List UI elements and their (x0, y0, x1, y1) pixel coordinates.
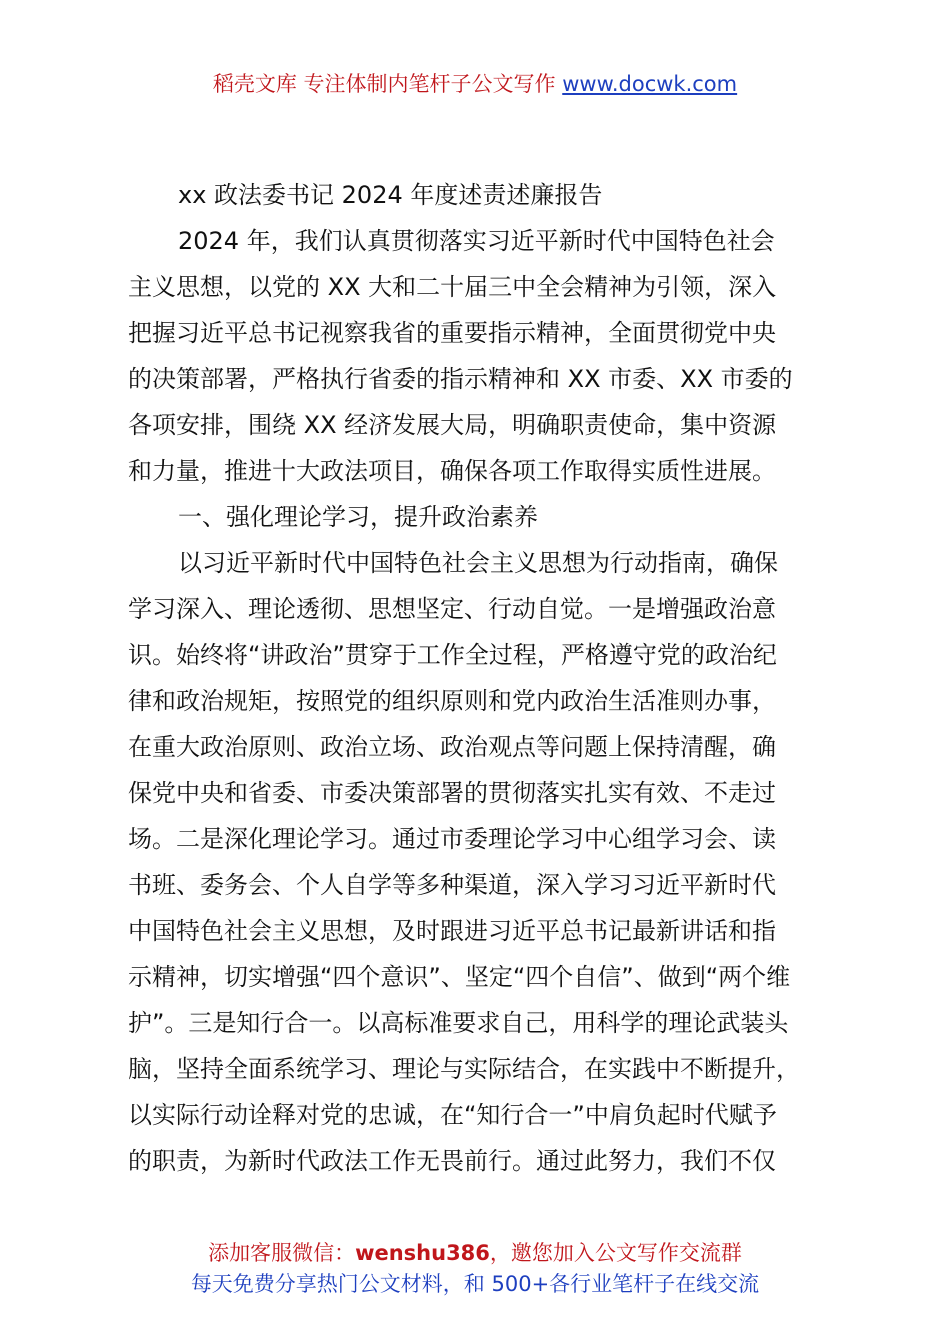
paragraph-line: 和力量，推进十大政法项目，确保各项工作取得实质性进展。 (128, 457, 776, 485)
paragraph-line: 2024 年，我们认真贯彻落实习近平新时代中国特色社会 (178, 227, 775, 255)
paragraph-line: 在重大政治原则、政治立场、政治观点等问题上保持清醒，确 (128, 733, 776, 761)
paragraph-line: 学习深入、理论透彻、思想坚定、行动自觉。一是增强政治意 (128, 595, 776, 623)
watermark-header (0, 68, 950, 100)
paragraph-line: 的决策部署，严格执行省委的指示精神和 XX 市委、XX 市委的 (128, 365, 793, 393)
paragraph-line: 护”。三是知行合一。以高标准要求自己，用科学的理论武装头 (128, 1009, 789, 1037)
document-title: xx 政法委书记 2024 年度述责述廉报告 (178, 181, 603, 209)
header-brand-text: 稻壳文库 专注体制内笔杆子公文写作 (212, 72, 556, 96)
paragraph-line: 把握习近平总书记视察我省的重要指示精神，全面贯彻党中央 (128, 319, 776, 347)
footer-wechat-prefix: 添加客服微信： (208, 1241, 356, 1265)
paragraph-line: 场。二是深化理论学习。通过市委理论学习中心组学习会、读 (128, 825, 776, 853)
paragraph-line: 的职责，为新时代政法工作无畏前行。通过此努力，我们不仅 (128, 1147, 776, 1175)
footer-share-line: 每天免费分享热门公文材料，和 500+各行业笔杆子在线交流 (190, 1272, 760, 1296)
section-heading: 一、强化理论学习，提升政治素养 (178, 503, 538, 531)
paragraph-line: 各项安排，围绕 XX 经济发展大局，明确职责使命，集中资源 (128, 411, 777, 439)
paragraph-line: 示精神，切实增强“四个意识”、坚定“四个自信”、做到“两个维 (128, 963, 791, 991)
paragraph-line: 律和政治规矩，按照党的组织原则和党内政治生活准则办事， (128, 687, 776, 715)
header-website-link[interactable]: www.docwk.com (562, 72, 738, 96)
paragraph-line: 主义思想，以党的 XX 大和二十届三中全会精神为引领，深入 (128, 273, 777, 301)
paragraph-line: 脑，坚持全面系统学习、理论与实际结合，在实践中不断提升， (128, 1055, 800, 1083)
paragraph-line: 以实际行动诠释对党的忠诚，在“知行合一”中肩负起时代赋予 (128, 1101, 777, 1129)
paragraph-line: 书班、委务会、个人自学等多种渠道，深入学习习近平新时代 (128, 871, 776, 899)
footer-wechat-id: wenshu386 (355, 1241, 490, 1265)
paragraph-line: 中国特色社会主义思想，及时跟进习近平总书记最新讲话和指 (128, 917, 776, 945)
footer-wechat-suffix: ，邀您加入公文写作交流群 (489, 1241, 742, 1265)
paragraph-line: 保党中央和省委、市委决策部署的贯彻落实扎实有效、不走过 (128, 779, 776, 807)
paragraph-line: 识。始终将“讲政治”贯穿于工作全过程，严格遵守党的政治纪 (128, 641, 777, 669)
paragraph-line: 以习近平新时代中国特色社会主义思想为行动指南，确保 (178, 549, 778, 577)
document-body (128, 172, 838, 1184)
promo-footer (0, 1238, 950, 1300)
footer-wechat-line (0, 1238, 950, 1269)
